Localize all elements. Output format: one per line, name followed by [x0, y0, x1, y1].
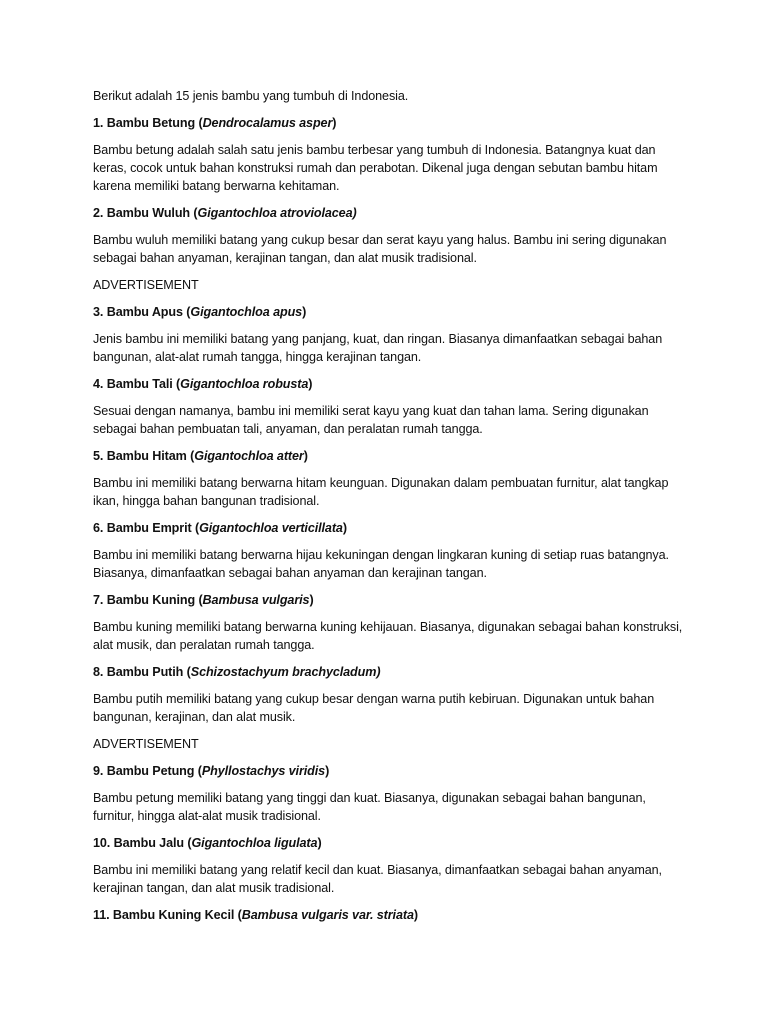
item-heading-1: 1. Bambu Betung (Dendrocalamus asper): [93, 116, 337, 130]
item-description-5: Bambu ini memiliki batang berwarna hitam keunguan. Digunakan dalam pembuatan furnitur, alat tangkap ikan, hingga bahan bangunan tradisional.: [93, 476, 669, 508]
item-heading-5: 5. Bambu Hitam (Gigantochloa atter): [93, 449, 308, 463]
item-description-3: Jenis bambu ini memiliki batang yang panjang, kuat, dan ringan. Biasanya dimanfaatkan sebagai bahan bangunan, alat-alat rumah tangga, hingga kerajinan tangan.: [93, 332, 663, 364]
latin-name: Gigantochloa ligulata: [191, 836, 318, 850]
item-heading-8: 8. Bambu Putih (Schizostachyum brachycladum): [93, 665, 381, 679]
item-heading-6: 6. Bambu Emprit (Gigantochloa verticillata): [93, 521, 347, 535]
item-heading-7: 7. Bambu Kuning (Bambusa vulgaris): [93, 593, 314, 607]
latin-name: Bambusa vulgaris var. striata: [241, 908, 414, 922]
item-description-4: Sesuai dengan namanya, bambu ini memiliki serat kayu yang kuat dan tahan lama. Sering digunakan sebagai bahan pembuatan tali, anyaman, dan peralatan rumah tangga.: [93, 404, 649, 436]
item-heading-11: 11. Bambu Kuning Kecil (Bambusa vulgaris var. striata): [93, 908, 418, 922]
item-description-10: Bambu ini memiliki batang yang relatif kecil dan kuat. Biasanya, dimanfaatkan sebagai bahan anyaman, kerajinan tangan, dan alat musik tradisional.: [93, 863, 662, 895]
item-description-7: Bambu kuning memiliki batang berwarna kuning kehijauan. Biasanya, digunakan sebagai bahan konstruksi, alat musik, dan peralatan rumah tangga.: [93, 620, 683, 652]
intro-text: Berikut adalah 15 jenis bambu yang tumbuh di Indonesia.: [93, 89, 409, 103]
item-description-8: Bambu putih memiliki batang yang cukup besar dengan warna putih kebiruan. Digunakan untuk bahan bangunan, kerajinan, dan alat musik.: [93, 692, 655, 724]
latin-name: Bambusa vulgaris: [202, 593, 310, 607]
advertisement-label: ADVERTISEMENT: [93, 278, 199, 292]
latin-name: Phyllostachys viridis: [201, 764, 326, 778]
item-heading-3: 3. Bambu Apus (Gigantochloa apus): [93, 305, 307, 319]
latin-name: Gigantochloa verticillata: [199, 521, 343, 535]
item-description-6: Bambu ini memiliki batang berwarna hijau kekuningan dengan lingkaran kuning di setiap ruas batangnya. Biasanya, dimanfaatkan sebagai bahan anyaman dan kerajinan tangan.: [93, 548, 669, 580]
item-description-9: Bambu petung memiliki batang yang tinggi dan kuat. Biasanya, digunakan sebagai bahan bangunan, furnitur, hingga alat-alat musik tradisional.: [93, 791, 646, 823]
item-heading-10: 10. Bambu Jalu (Gigantochloa ligulata): [93, 836, 322, 850]
latin-name: Dendrocalamus asper: [202, 116, 333, 130]
item-description-2: Bambu wuluh memiliki batang yang cukup besar dan serat kayu yang halus. Bambu ini sering digunakan sebagai bahan anyaman, kerajinan tangan, dan alat musik tradisional.: [93, 233, 667, 265]
latin-name: Gigantochloa atroviolacea): [197, 206, 357, 220]
item-heading-2: 2. Bambu Wuluh (Gigantochloa atroviolacea): [93, 206, 357, 220]
latin-name: Schizostachyum brachycladum): [190, 665, 381, 679]
latin-name: Gigantochloa apus: [190, 305, 303, 319]
item-heading-4: 4. Bambu Tali (Gigantochloa robusta): [93, 377, 313, 391]
latin-name: Gigantochloa atter: [194, 449, 304, 463]
advertisement-label: ADVERTISEMENT: [93, 737, 199, 751]
latin-name: Gigantochloa robusta: [180, 377, 309, 391]
item-heading-9: 9. Bambu Petung (Phyllostachys viridis): [93, 764, 330, 778]
item-description-1: Bambu betung adalah salah satu jenis bambu terbesar yang tumbuh di Indonesia. Batangnya kuat dan keras, cocok untuk bahan konstruksi rumah dan perabotan. Dikenal juga dengan sebutan bambu hitam karena memiliki batang berwarna kehitaman.: [93, 143, 658, 193]
